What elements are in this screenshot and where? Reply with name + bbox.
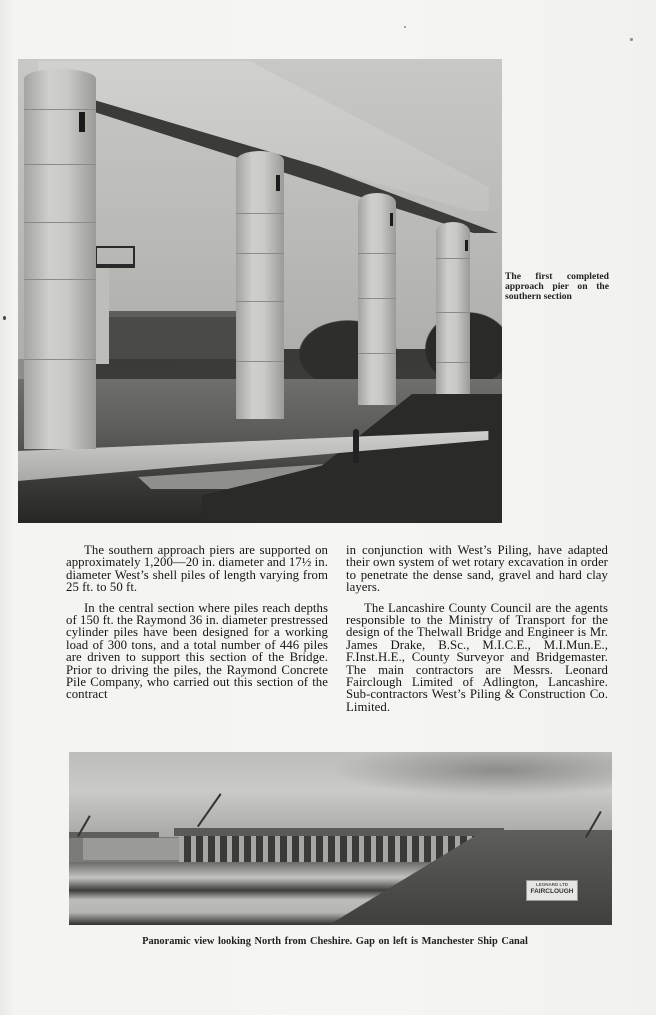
photo-approach-pier	[18, 59, 502, 523]
column-joint	[358, 298, 396, 299]
pier-column-4	[436, 222, 470, 394]
photo-person	[353, 429, 359, 463]
column-slot	[276, 175, 280, 191]
figure-caption-bottom: Panoramic view looking North from Cheshire. Gap on left is Manchester Ship Canal	[142, 936, 528, 947]
column-slot	[79, 112, 85, 132]
column-joint	[436, 312, 470, 313]
photo-panoramic-view	[69, 752, 612, 925]
column-joint	[436, 362, 470, 363]
paper-speck	[630, 38, 633, 41]
column-joint	[436, 258, 470, 259]
column-joint	[236, 213, 284, 214]
photo-cloud	[329, 752, 612, 797]
paragraph-lancashire-council: The Lancashire County Council are the agents responsible to the Ministry of Transport for the design of the Thelwall Bridge and Engineer is Mr. James Drake, B.Sc., M.I.C.E., M.I.Mun.E., F.Inst.H.E., County Surveyor and Bridgemaster. The main contractors are Messrs. Leonard Fairclough Limited of Adlington, Lancashire. Sub-contractors West’s Piling & Construction Co. Limited.	[346, 600, 608, 714]
column-joint	[236, 361, 284, 362]
photo-building	[83, 838, 193, 860]
column-joint	[358, 353, 396, 354]
column-joint	[24, 222, 96, 223]
pier-column-2	[236, 151, 284, 419]
column-joint	[24, 359, 96, 360]
article-column-right	[346, 544, 608, 721]
column-joint	[236, 253, 284, 254]
sign-small-text: LEONARD LTD	[536, 882, 568, 887]
column-joint	[358, 253, 396, 254]
column-slot	[465, 240, 468, 251]
photo-scaffold	[92, 224, 135, 364]
paragraph-piles-southern: The southern approach piers are supported on approximately 1,200—20 in. diameter and 17½ in. diameter West’s shell piles of length varying from 25 ft. to 50 ft.	[66, 543, 328, 595]
column-joint	[236, 301, 284, 302]
contractor-sign	[526, 880, 578, 901]
column-slot	[390, 213, 393, 226]
column-joint	[24, 164, 96, 165]
photo-viaduct-deck	[174, 828, 504, 836]
column-joint	[24, 109, 96, 110]
column-joint	[24, 279, 96, 280]
paper-speck	[404, 26, 406, 28]
pier-column-1	[24, 69, 96, 449]
figure-caption-top: The first completed approach pier on the southern section	[505, 271, 609, 303]
paragraph-wet-rotary: in conjunction with West’s Piling, have adapted their own system of wet rotary excavation in order to penetrate the dense sand, gravel and hard clay layers.	[346, 543, 608, 595]
sign-large-text: FAIRCLOUGH	[530, 888, 574, 895]
article-column-left	[66, 544, 328, 709]
paragraph-central-section: In the central section where piles reach depths of 150 ft. the Raymond 36 in. diameter prestressed cylinder piles have been designed for a working load of 300 tons, and a total number of 446 piles are driven to support this section of the Bridge. Prior to driving the piles, the Raymond Concrete Pile Company, who carried out this section of the contract	[66, 600, 328, 702]
margin-mark	[3, 316, 6, 320]
pier-column-3	[358, 193, 396, 405]
